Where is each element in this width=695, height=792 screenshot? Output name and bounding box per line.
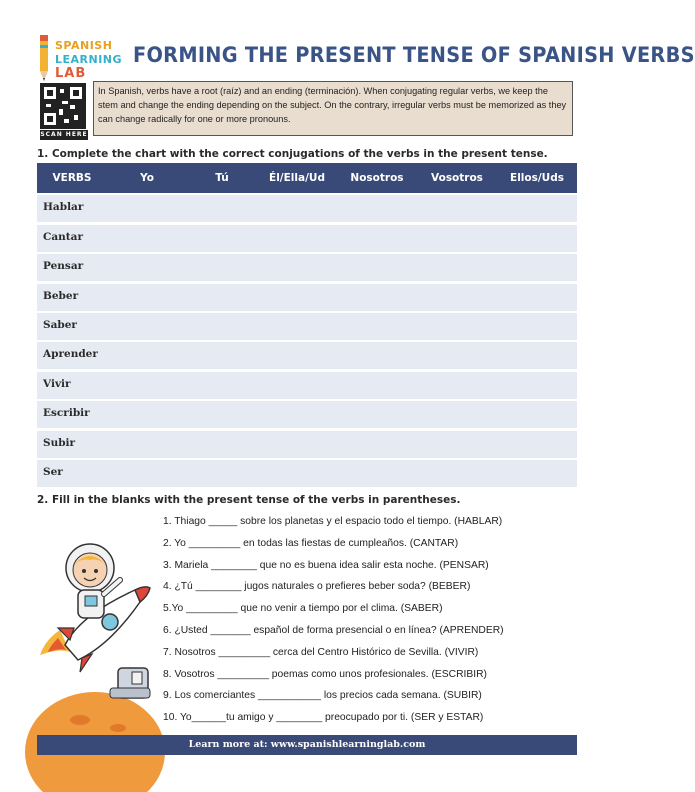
table-row[interactable]	[37, 401, 577, 428]
table-row[interactable]	[37, 284, 577, 311]
sentence-item: 4. ¿Tú ________ jugos naturales o prefieres beber soda? (BEBER)	[163, 581, 471, 593]
astronaut-rocket-illustration	[40, 520, 165, 738]
table-row[interactable]	[37, 431, 577, 458]
verb-cell: Pensar	[43, 260, 84, 273]
table-header	[37, 163, 577, 193]
sentence-item: 6. ¿Usted _______ español de forma presencial o en línea? (APRENDER)	[163, 624, 504, 636]
table-row[interactable]	[37, 195, 577, 222]
table-row[interactable]	[37, 342, 577, 369]
logo-text-line1: SPANISH	[55, 39, 113, 52]
header-yo: Yo	[140, 172, 154, 184]
footer-link[interactable]: Learn more at: www.spanishlearninglab.com	[37, 735, 577, 755]
header-nosotros: Nosotros	[350, 172, 404, 184]
verb-cell: Beber	[43, 289, 79, 302]
table-row[interactable]	[37, 313, 577, 340]
table-row[interactable]	[37, 372, 577, 399]
verb-cell: Saber	[43, 318, 77, 331]
logo	[38, 35, 134, 83]
page-title: FORMING THE PRESENT TENSE OF SPANISH VERBS	[133, 43, 695, 67]
fill-in-sentences	[163, 516, 583, 734]
verb-cell: Vivir	[43, 377, 71, 390]
header-tu: Tú	[215, 172, 229, 184]
scan-here-label: SCAN HERE	[40, 131, 88, 138]
verb-cell: Subir	[43, 436, 76, 449]
sentence-item: 1. Thiago _____ sobre los planetas y el espacio todo el tiempo. (HABLAR)	[163, 516, 503, 527]
sentence-item: 10. Yo______tu amigo y ________ preocupado por ti. (SER y ESTAR)	[163, 712, 484, 724]
table-row[interactable]	[37, 225, 577, 252]
verb-cell: Hablar	[43, 201, 84, 214]
sentence-item: 9. Los comerciantes ___________ los precios cada semana. (SUBIR)	[163, 690, 482, 702]
sentence-item: 2. Yo _________ en todas las fiestas de cumpleaños. (CANTAR)	[163, 537, 459, 549]
pencil-icon	[38, 35, 50, 81]
logo-text-line3: LAB	[55, 66, 87, 81]
verb-cell: Aprender	[43, 348, 98, 361]
sentence-item: 3. Mariela ________ que no es buena idea salir esta noche. (PENSAR)	[163, 559, 489, 571]
table-row[interactable]	[37, 460, 577, 487]
verb-cell: Cantar	[43, 230, 83, 243]
sentence-item: 7. Nosotros _________ cerca del Centro Histórico de Sevilla. (VIVIR)	[163, 646, 479, 658]
conjugation-table	[37, 163, 577, 487]
sentence-item: 8. Vosotros _________ poemas como unos profesionales. (ESCRIBIR)	[163, 668, 487, 680]
logo-text-line2: LEARNING	[55, 53, 123, 66]
verb-cell: Ser	[43, 465, 63, 478]
verb-cell: Escribir	[43, 407, 90, 420]
sentence-item: 5.Yo _________ que no venir a tiempo por el clima. (SABER)	[163, 603, 443, 615]
header-ellos-uds: Ellos/Uds	[510, 172, 564, 184]
header-verbs: VERBS	[52, 172, 92, 184]
header-el-ella-ud: Él/Ella/Ud	[269, 172, 325, 184]
header-vosotros: Vosotros	[431, 172, 483, 184]
table-row[interactable]	[37, 254, 577, 281]
exercise1-instruction: 1. Complete the chart with the correct conjugations of the verbs in the present tense.	[37, 148, 548, 160]
intro-box: In Spanish, verbs have a root (raíz) and an ending (terminación). When conjugating regular verbs, we keep the stem and change the ending depending on the subject. On the contrary, irregular verbs must be memorized as they can change radically for one or more pronouns.	[93, 81, 573, 136]
exercise2-instruction: 2. Fill in the blanks with the present tense of the verbs in parentheses.	[37, 494, 461, 506]
qr-code[interactable]	[40, 83, 86, 129]
